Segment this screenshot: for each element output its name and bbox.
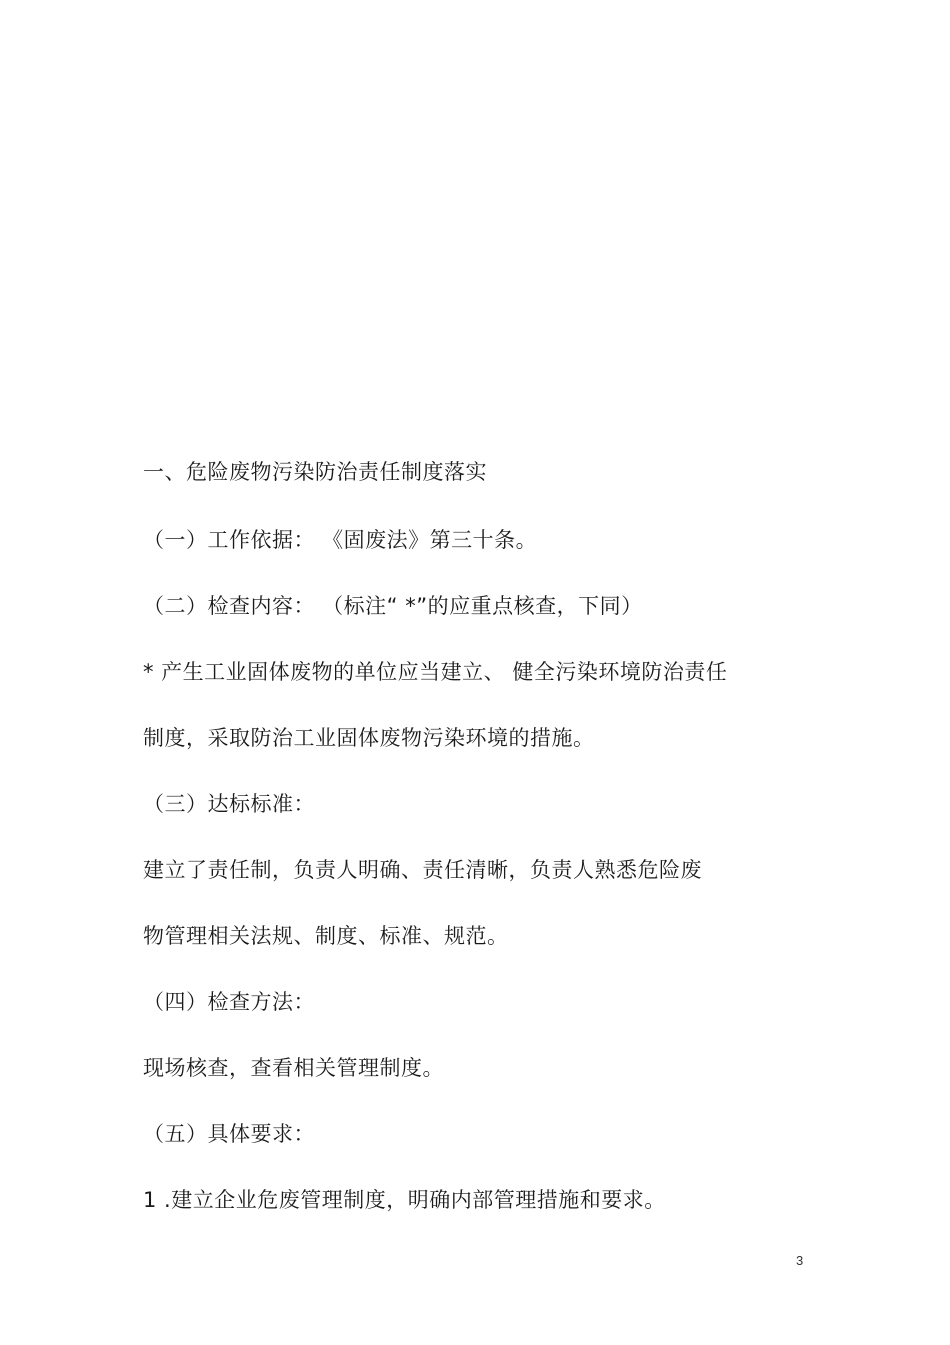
paragraph-line: 物管理相关法规、制度、标准、规范。	[143, 924, 509, 948]
paragraph-line: 建立了责任制，负责人明确、责任清晰，负责人熟悉危险废	[143, 858, 702, 882]
page-number: 3	[796, 1253, 804, 1268]
requirements-heading: （五）具体要求：	[143, 1122, 315, 1146]
inspection-content-line: （二）检查内容： （标注“ *”的应重点核查，下同）	[143, 594, 643, 618]
work-basis-line: （一）工作依据： 《固废法》第三十条。	[143, 528, 538, 552]
standard-heading: （三）达标标准：	[143, 792, 315, 816]
paragraph-line: * 产生工业固体废物的单位应当建立、 健全污染环境防治责任	[143, 660, 728, 684]
method-heading: （四）检查方法：	[143, 990, 315, 1014]
list-item: 1 .建立企业危废管理制度，明确内部管理措施和要求。	[143, 1188, 666, 1212]
section-heading: 一、危险废物污染防治责任制度落实	[143, 460, 487, 484]
paragraph-line: 现场核查，查看相关管理制度。	[143, 1056, 444, 1080]
paragraph-line: 制度，采取防治工业固体废物污染环境的措施。	[143, 726, 595, 750]
